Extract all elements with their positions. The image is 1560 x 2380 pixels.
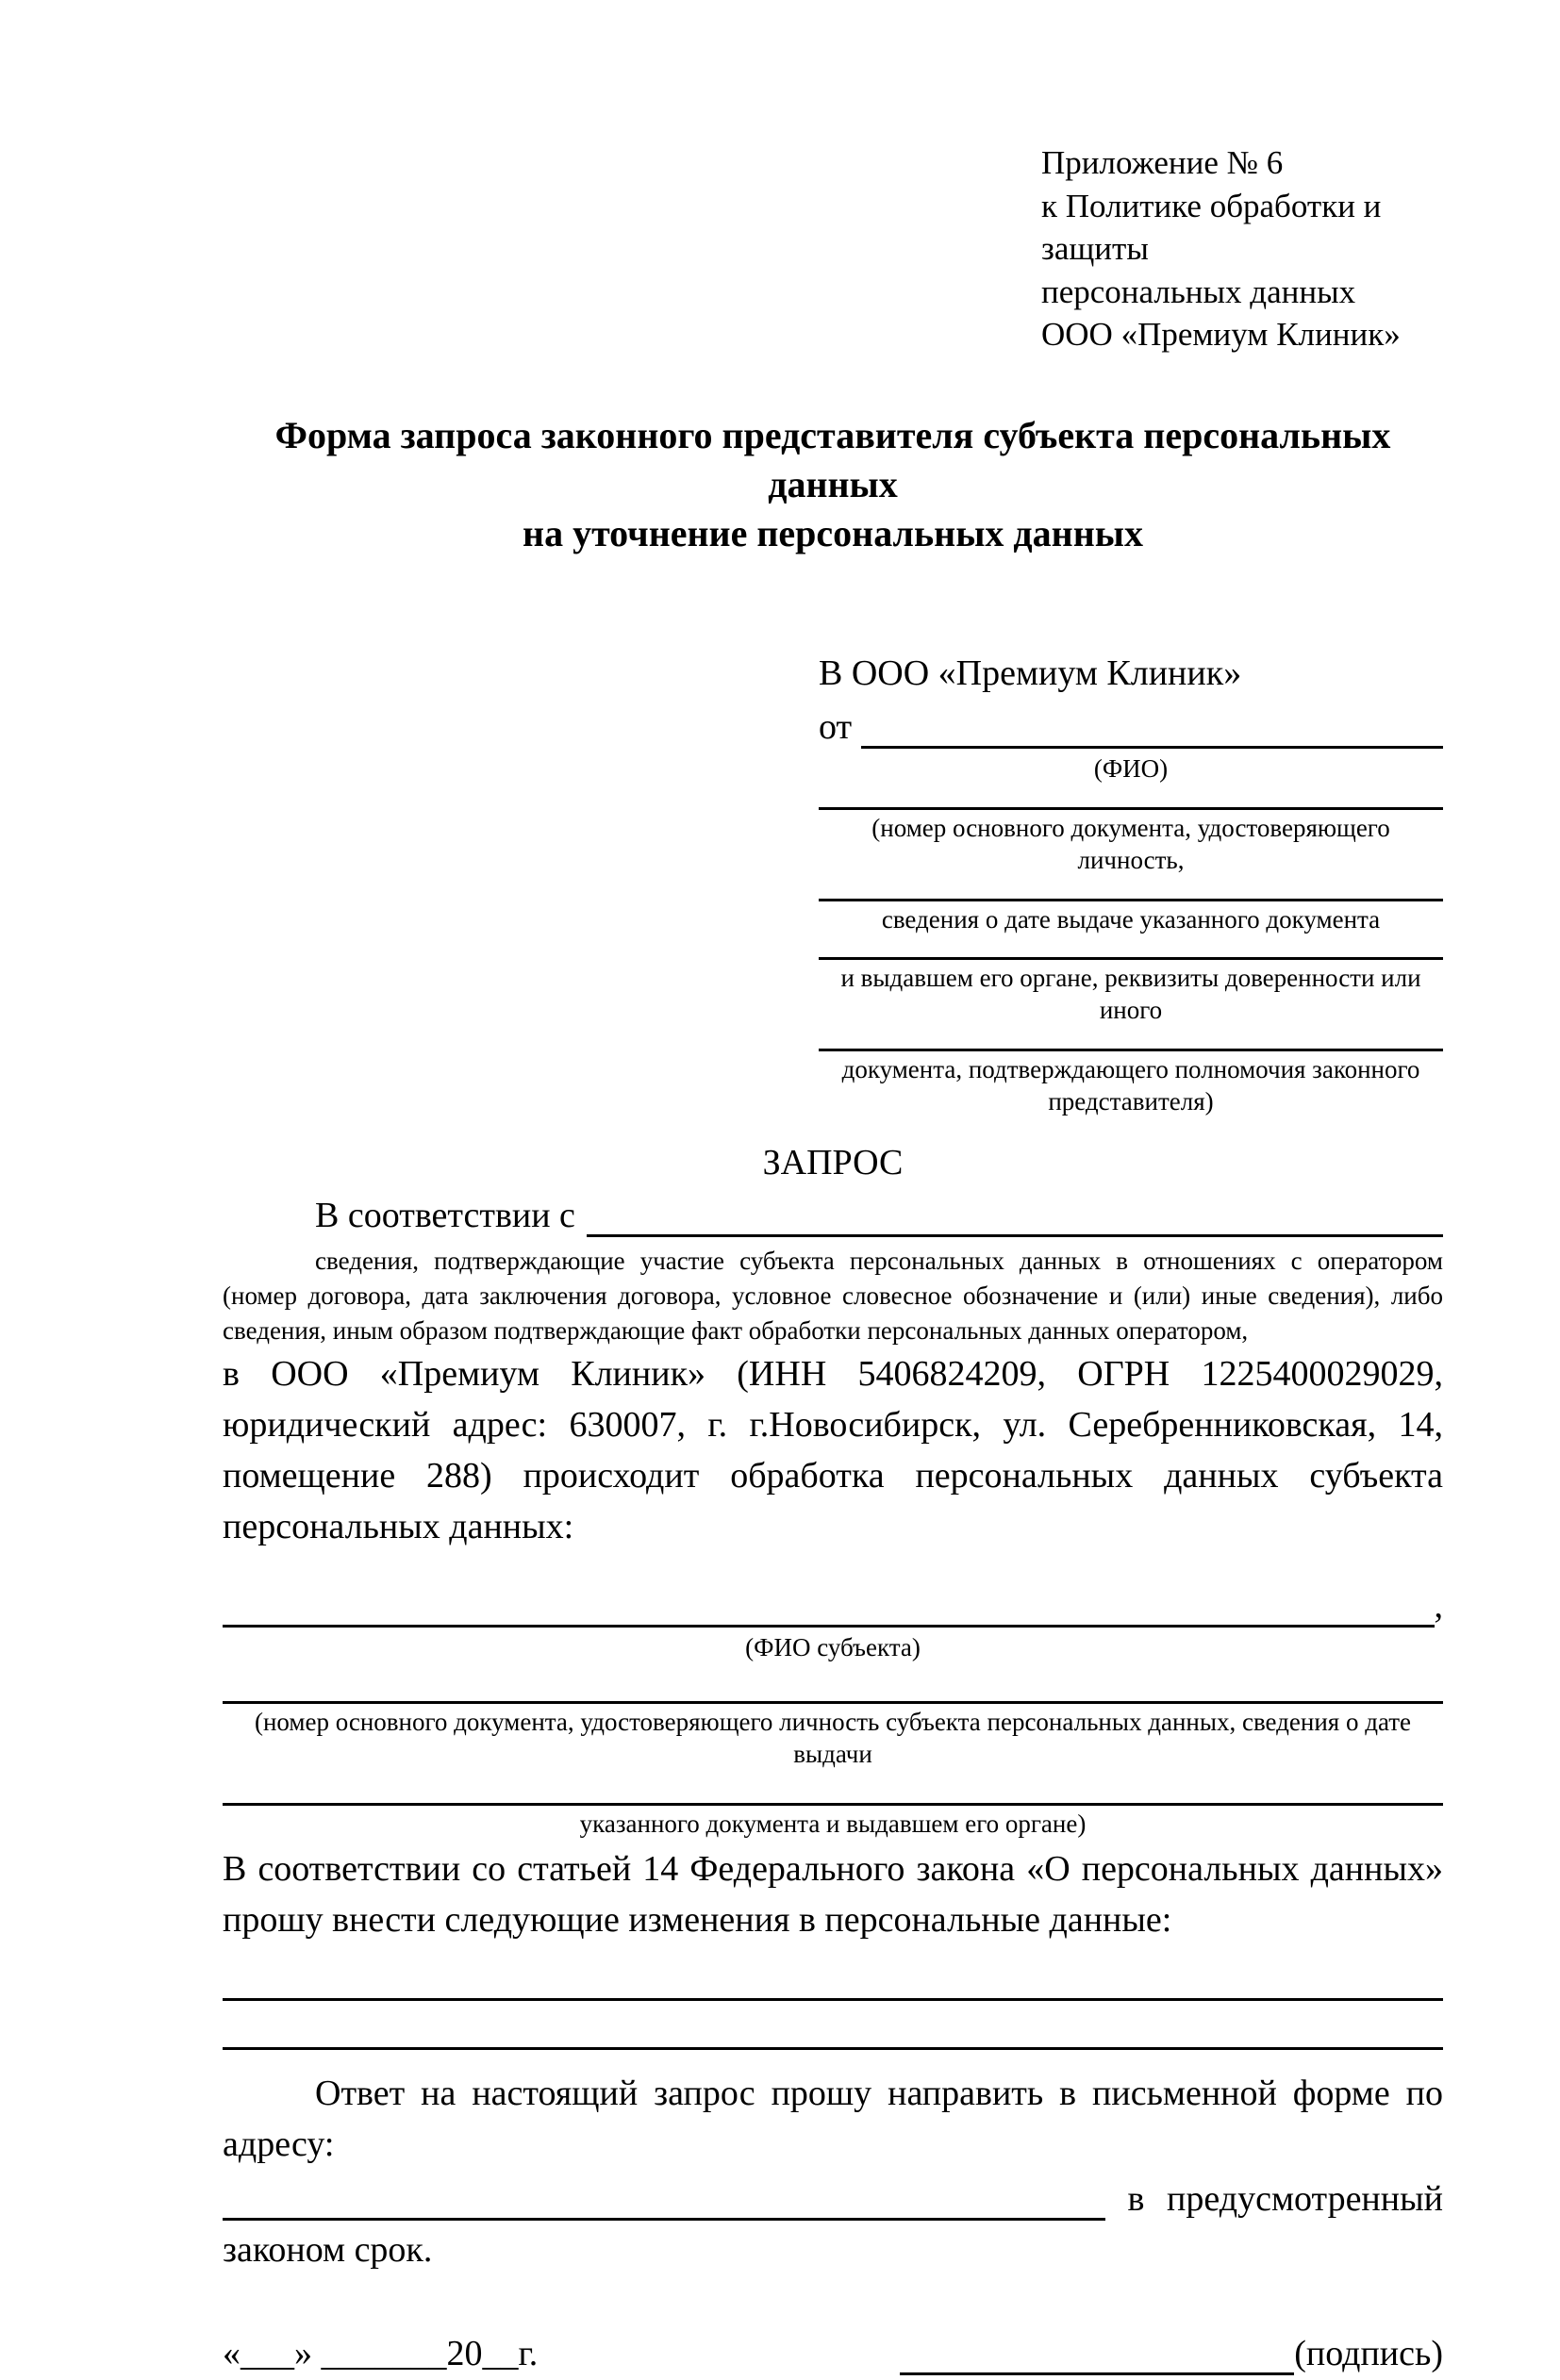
field-rule-line [819,785,1443,810]
subject-doc-rule-line [223,1770,1443,1806]
subject-fio-row [223,1581,1443,1632]
field-caption: (номер основного документа, удостоверяющего личность, [871,814,1390,874]
form-title-line: Форма запроса законного представителя субъекта персональных данных [274,413,1391,505]
fio-caption: (ФИО) [1093,754,1169,784]
field-caption: сведения о дате выдаче указанного документа [881,904,1381,934]
from-label: от [819,707,853,748]
answer-sentence: Ответ на настоящий запрос прошу направить в письменной форме по адресу: [223,2074,1443,2165]
signature-group [900,2329,1443,2380]
request-heading: ЗАПРОС [762,1143,904,1183]
field-rule-line [819,935,1443,960]
subject-doc-caption: указанного документа и выдавшем его органе) [579,1810,1087,1839]
answer-address-line [223,2218,1105,2221]
changes-blank-line [223,2001,1443,2050]
accordance-fill-line [587,1234,1443,1237]
field-rule-line [819,877,1443,901]
subject-comma: , [1434,1586,1443,1627]
answer-term-line: законом срок. [223,2230,433,2270]
field-caption: и выдавшем его органе, реквизиты доверенности или иного [840,964,1421,1025]
from-row [819,702,1443,753]
accordance-note: сведения, подтверждающие участие субъекта персональных данных в отношениях с оператором (номер договора, дата заключения договора, условное словесное обозначение и (или) иные сведения), либо сведения, иным образом подтверждающие факт обработки персональных данных оператором, [223,1247,1443,1345]
footer-row [223,2329,1443,2380]
answer-word-prescribed: предусмотренный [1167,2179,1443,2220]
changes-blank-line [223,1946,1443,2001]
addressee-block [819,649,1443,1118]
appendix-header-line: персональных данных [1041,273,1356,310]
form-title [223,411,1443,558]
field-rule-line [819,1027,1443,1051]
form-title-line: на уточнение персональных данных [523,511,1143,554]
subject-doc-rule-line [223,1664,1443,1704]
subject-doc-caption: (номер основного документа, удостоверяющего личность субъекта персональных данных, сведения о дате выдачи [254,1707,1412,1768]
appendix-header-line: Приложение № 6 [1041,144,1284,181]
field-caption: документа, подтверждающего полномочия законного представителя) [841,1054,1420,1116]
appendix-header-line: к Политике обработки и защиты [1041,187,1382,267]
answer-word-in: в [1127,2179,1145,2220]
subject-fio-caption: (ФИО субъекта) [745,1633,921,1662]
accordance-row [223,1191,1443,1242]
operator-paragraph: в ООО «Премиум Клиник» (ИНН 5406824209, ОГРН 1225400029029, юридический адрес: 630007, г. г.Новосибирск, ул. Серебренниковская, 14, помещение 288) происходит обработка персональных данных субъекта персональных данных: [223,1354,1443,1547]
addressee-to: В ООО «Премиум Клиник» [819,653,1242,693]
answer-address-row [223,2174,1443,2225]
from-fill-line [861,746,1443,749]
date-line: «___» _______20__г. [223,2333,539,2373]
signature-line [900,2372,1294,2375]
appendix-header [1041,141,1443,356]
law-paragraph: В соответствии со статьей 14 Федерального закона «О персональных данных» прошу внести следующие изменения в персональные данные: [223,1849,1443,1941]
signature-caption: (подпись) [1294,2333,1443,2373]
accordance-label: В соответствии с [315,1196,575,1236]
subject-fill-line [223,1625,1435,1628]
appendix-header-line: ООО «Премиум Клиник» [1041,316,1401,353]
